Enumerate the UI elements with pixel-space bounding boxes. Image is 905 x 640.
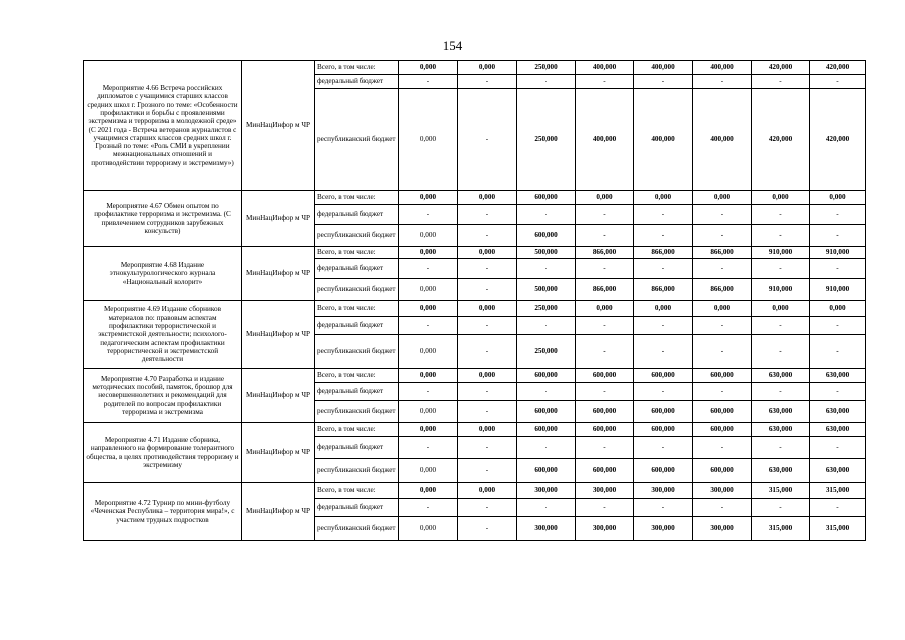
amount-cell: - — [399, 205, 458, 225]
amount-cell: 0,000 — [810, 191, 866, 205]
amount-cell: 0,000 — [458, 191, 517, 205]
amount-cell: 250,000 — [517, 89, 576, 191]
amount-cell: 0,000 — [576, 301, 634, 317]
amount-cell: - — [752, 317, 810, 335]
amount-cell: 0,000 — [399, 459, 458, 483]
amount-cell: - — [634, 335, 693, 369]
amount-cell: - — [810, 259, 866, 279]
funding-source-cell: республиканский бюджет — [315, 459, 399, 483]
table-row — [84, 301, 866, 317]
amount-cell: - — [752, 259, 810, 279]
funding-source-cell: Всего, в том числе: — [315, 247, 399, 259]
amount-cell: 0,000 — [576, 191, 634, 205]
amount-cell: 0,000 — [399, 225, 458, 247]
amount-cell: 866,000 — [576, 247, 634, 259]
amount-cell: 315,000 — [752, 483, 810, 499]
funding-source-cell: Всего, в том числе: — [315, 61, 399, 75]
amount-cell: 0,000 — [399, 369, 458, 383]
amount-cell: 0,000 — [399, 61, 458, 75]
amount-cell: - — [399, 499, 458, 517]
amount-cell: 866,000 — [693, 279, 752, 301]
amount-cell: - — [458, 317, 517, 335]
funding-source-cell: республиканский бюджет — [315, 335, 399, 369]
amount-cell: - — [576, 225, 634, 247]
amount-cell: - — [810, 437, 866, 459]
amount-cell: 600,000 — [576, 423, 634, 437]
amount-cell: 0,000 — [399, 247, 458, 259]
amount-cell: 866,000 — [693, 247, 752, 259]
amount-cell: - — [458, 279, 517, 301]
amount-cell: - — [634, 437, 693, 459]
amount-cell: - — [634, 499, 693, 517]
amount-cell: 600,000 — [517, 459, 576, 483]
table-row — [84, 483, 866, 499]
amount-cell: - — [458, 259, 517, 279]
amount-cell: 300,000 — [576, 517, 634, 541]
amount-cell: 0,000 — [399, 401, 458, 423]
amount-cell: - — [634, 75, 693, 89]
amount-cell: - — [399, 383, 458, 401]
amount-cell: 0,000 — [810, 301, 866, 317]
amount-cell: - — [399, 437, 458, 459]
amount-cell: 500,000 — [517, 279, 576, 301]
amount-cell: 500,000 — [517, 247, 576, 259]
executor-cell: МинНацИнфор м ЧР — [242, 301, 315, 369]
amount-cell: - — [458, 517, 517, 541]
amount-cell: 866,000 — [634, 247, 693, 259]
amount-cell: - — [399, 75, 458, 89]
event-name-cell: Мероприятие 4.72 Турнир по мини-футболу «Чеченская Республика – территория мира!», с участием трудных подростков — [84, 483, 242, 541]
amount-cell: - — [693, 383, 752, 401]
amount-cell: - — [810, 317, 866, 335]
amount-cell: 0,000 — [458, 369, 517, 383]
amount-cell: - — [693, 225, 752, 247]
amount-cell: 600,000 — [693, 459, 752, 483]
amount-cell: 630,000 — [752, 401, 810, 423]
amount-cell: - — [458, 383, 517, 401]
amount-cell: 630,000 — [810, 423, 866, 437]
funding-source-cell: Всего, в том числе: — [315, 369, 399, 383]
amount-cell: 600,000 — [693, 369, 752, 383]
amount-cell: - — [517, 317, 576, 335]
amount-cell: 910,000 — [810, 247, 866, 259]
amount-cell: - — [810, 225, 866, 247]
amount-cell: 600,000 — [517, 191, 576, 205]
amount-cell: - — [458, 225, 517, 247]
amount-cell: - — [693, 499, 752, 517]
amount-cell: - — [693, 437, 752, 459]
amount-cell: 600,000 — [634, 423, 693, 437]
amount-cell: 420,000 — [810, 89, 866, 191]
amount-cell: - — [752, 383, 810, 401]
executor-cell: МинНацИнфор м ЧР — [242, 247, 315, 301]
amount-cell: - — [634, 317, 693, 335]
amount-cell: 300,000 — [576, 483, 634, 499]
event-name-cell: Мероприятие 4.66 Встреча российских дипломатов с учащимися старших классов средних школ г. Грозного по теме: «Особенности профилактики и борьбы с проявлениями экстремизма и терроризма в молодежной среде» (С 2021 года - Встреча ветеранов журналистов с учащимися старших классов средних школ г. Грозный по теме: «Роль СМИ в укреплении межнациональных отношений и противодействии терроризму и экстремизму») — [84, 61, 242, 191]
amount-cell: - — [576, 205, 634, 225]
amount-cell: - — [576, 437, 634, 459]
amount-cell: - — [458, 459, 517, 483]
amount-cell: 600,000 — [576, 401, 634, 423]
funding-source-cell: федеральный бюджет — [315, 437, 399, 459]
amount-cell: - — [576, 259, 634, 279]
amount-cell: 400,000 — [634, 61, 693, 75]
amount-cell: 0,000 — [458, 483, 517, 499]
page-number: 154 — [442, 38, 463, 53]
amount-cell: 600,000 — [576, 369, 634, 383]
amount-cell: 300,000 — [693, 483, 752, 499]
amount-cell: - — [399, 259, 458, 279]
amount-cell: - — [634, 225, 693, 247]
funding-source-cell: федеральный бюджет — [315, 205, 399, 225]
amount-cell: 910,000 — [752, 279, 810, 301]
funding-source-cell: республиканский бюджет — [315, 279, 399, 301]
amount-cell: - — [458, 401, 517, 423]
amount-cell: 0,000 — [399, 335, 458, 369]
funding-source-cell: Всего, в том числе: — [315, 301, 399, 317]
executor-cell: МинНацИнфор м ЧР — [242, 191, 315, 247]
amount-cell: 600,000 — [517, 369, 576, 383]
amount-cell: - — [693, 259, 752, 279]
amount-cell: 630,000 — [752, 459, 810, 483]
amount-cell: - — [399, 317, 458, 335]
executor-cell: МинНацИнфор м ЧР — [242, 483, 315, 541]
amount-cell: - — [634, 383, 693, 401]
amount-cell: - — [458, 499, 517, 517]
amount-cell: 420,000 — [810, 61, 866, 75]
amount-cell: 0,000 — [752, 191, 810, 205]
amount-cell: 866,000 — [576, 279, 634, 301]
amount-cell: 300,000 — [517, 517, 576, 541]
amount-cell: 0,000 — [458, 61, 517, 75]
amount-cell: 420,000 — [752, 61, 810, 75]
amount-cell: 630,000 — [810, 369, 866, 383]
amount-cell: 600,000 — [517, 401, 576, 423]
amount-cell: 400,000 — [576, 61, 634, 75]
amount-cell: 300,000 — [517, 483, 576, 499]
amount-cell: - — [693, 75, 752, 89]
amount-cell: - — [752, 499, 810, 517]
executor-cell: МинНацИнфор м ЧР — [242, 423, 315, 483]
amount-cell: - — [576, 499, 634, 517]
amount-cell: 630,000 — [810, 459, 866, 483]
amount-cell: - — [517, 205, 576, 225]
amount-cell: 400,000 — [634, 89, 693, 191]
amount-cell: - — [693, 205, 752, 225]
amount-cell: 0,000 — [693, 301, 752, 317]
executor-cell: МинНацИнфор м ЧР — [242, 61, 315, 191]
amount-cell: 0,000 — [399, 517, 458, 541]
funding-source-cell: федеральный бюджет — [315, 259, 399, 279]
table-row — [84, 61, 866, 75]
amount-cell: 600,000 — [634, 369, 693, 383]
amount-cell: 600,000 — [576, 459, 634, 483]
amount-cell: 0,000 — [458, 301, 517, 317]
amount-cell: - — [576, 317, 634, 335]
amount-cell: - — [693, 335, 752, 369]
amount-cell: - — [752, 437, 810, 459]
amount-cell: - — [693, 317, 752, 335]
amount-cell: 630,000 — [810, 401, 866, 423]
amount-cell: - — [458, 335, 517, 369]
amount-cell: 400,000 — [693, 89, 752, 191]
funding-source-cell: Всего, в том числе: — [315, 483, 399, 499]
amount-cell: 0,000 — [399, 89, 458, 191]
event-name-cell: Мероприятие 4.71 Издание сборника, направленного на формирование толерантного общества, в целях противодействия терроризму и экстремизму — [84, 423, 242, 483]
executor-cell: МинНацИнфор м ЧР — [242, 369, 315, 423]
amount-cell: - — [576, 383, 634, 401]
amount-cell: - — [458, 89, 517, 191]
table-row — [84, 247, 866, 259]
amount-cell: 600,000 — [634, 401, 693, 423]
amount-cell: - — [517, 499, 576, 517]
amount-cell: 400,000 — [693, 61, 752, 75]
amount-cell: 866,000 — [634, 279, 693, 301]
amount-cell: 420,000 — [752, 89, 810, 191]
amount-cell: 315,000 — [752, 517, 810, 541]
amount-cell: 0,000 — [399, 301, 458, 317]
amount-cell: 0,000 — [693, 191, 752, 205]
amount-cell: 0,000 — [399, 191, 458, 205]
amount-cell: 0,000 — [458, 247, 517, 259]
amount-cell: 250,000 — [517, 335, 576, 369]
amount-cell: - — [517, 259, 576, 279]
amount-cell: - — [752, 75, 810, 89]
event-name-cell: Мероприятие 4.68 Издание этнокультурологического журнала «Национальный колорит» — [84, 247, 242, 301]
amount-cell: 600,000 — [517, 423, 576, 437]
funding-source-cell: Всего, в том числе: — [315, 423, 399, 437]
amount-cell: 250,000 — [517, 301, 576, 317]
amount-cell: - — [752, 205, 810, 225]
funding-source-cell: республиканский бюджет — [315, 517, 399, 541]
amount-cell: 315,000 — [810, 517, 866, 541]
amount-cell: 300,000 — [693, 517, 752, 541]
amount-cell: 630,000 — [752, 369, 810, 383]
amount-cell: - — [810, 75, 866, 89]
amount-cell: 630,000 — [752, 423, 810, 437]
amount-cell: 0,000 — [634, 301, 693, 317]
amount-cell: 0,000 — [399, 279, 458, 301]
funding-source-cell: федеральный бюджет — [315, 499, 399, 517]
funding-source-cell: федеральный бюджет — [315, 75, 399, 89]
table-row — [84, 191, 866, 205]
table-row — [84, 369, 866, 383]
amount-cell: - — [752, 225, 810, 247]
amount-cell: 400,000 — [576, 89, 634, 191]
amount-cell: - — [517, 437, 576, 459]
amount-cell: - — [810, 205, 866, 225]
amount-cell: - — [458, 205, 517, 225]
amount-cell: - — [752, 335, 810, 369]
funding-source-cell: республиканский бюджет — [315, 401, 399, 423]
amount-cell: 0,000 — [458, 423, 517, 437]
amount-cell: - — [517, 383, 576, 401]
table-row — [84, 423, 866, 437]
amount-cell: - — [634, 259, 693, 279]
amount-cell: 0,000 — [399, 423, 458, 437]
amount-cell: - — [810, 383, 866, 401]
funding-source-cell: Всего, в том числе: — [315, 191, 399, 205]
amount-cell: 315,000 — [810, 483, 866, 499]
event-name-cell: Мероприятие 4.67 Обмен опытом по профилактике терроризма и экстремизма. (С привлечением сотрудников зарубежных консульств) — [84, 191, 242, 247]
amount-cell: - — [517, 75, 576, 89]
amount-cell: 600,000 — [634, 459, 693, 483]
budget-table — [83, 60, 866, 541]
funding-source-cell: федеральный бюджет — [315, 383, 399, 401]
funding-source-cell: республиканский бюджет — [315, 225, 399, 247]
event-name-cell: Мероприятие 4.70 Разработка и издание методических пособий, памяток, брошюр для несовершеннолетних и рекомендаций для родителей по вопросам профилактики терроризма и экстремизма — [84, 369, 242, 423]
amount-cell: 0,000 — [634, 191, 693, 205]
amount-cell: - — [458, 437, 517, 459]
amount-cell: - — [576, 335, 634, 369]
amount-cell: 600,000 — [693, 401, 752, 423]
funding-source-cell: федеральный бюджет — [315, 317, 399, 335]
amount-cell: 600,000 — [693, 423, 752, 437]
amount-cell: - — [634, 205, 693, 225]
amount-cell: - — [458, 75, 517, 89]
amount-cell: 0,000 — [752, 301, 810, 317]
amount-cell: 600,000 — [517, 225, 576, 247]
amount-cell: - — [810, 335, 866, 369]
amount-cell: - — [810, 499, 866, 517]
amount-cell: 910,000 — [810, 279, 866, 301]
amount-cell: 0,000 — [399, 483, 458, 499]
event-name-cell: Мероприятие 4.69 Издание сборников материалов по: правовым аспектам профилактики террористической и экстремистской деятельности; психолого-педагогическим аспектам профилактики террористической и экстремистской деятельности — [84, 301, 242, 369]
amount-cell: 250,000 — [517, 61, 576, 75]
amount-cell: 300,000 — [634, 483, 693, 499]
funding-source-cell: республиканский бюджет — [315, 89, 399, 191]
amount-cell: 300,000 — [634, 517, 693, 541]
amount-cell: - — [576, 75, 634, 89]
amount-cell: 910,000 — [752, 247, 810, 259]
